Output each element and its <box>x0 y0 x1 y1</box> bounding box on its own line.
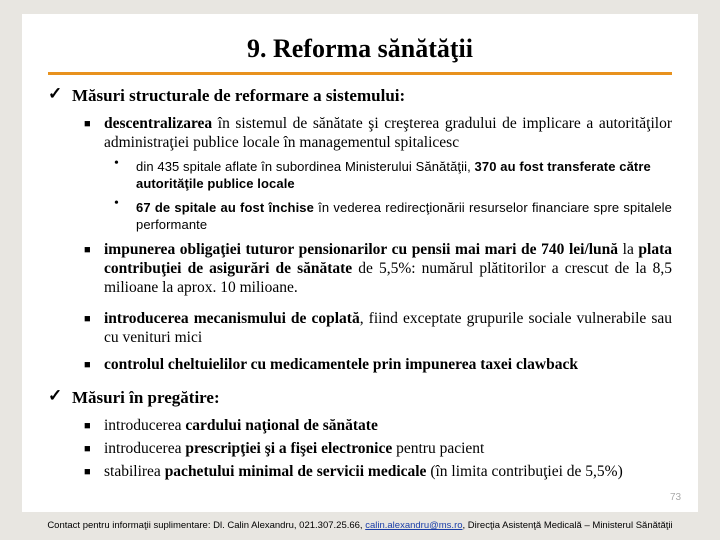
checkmark-icon: ✓ <box>48 386 63 405</box>
item-text: , fiind exceptate grupurile sociale vulnerabile sau cu venituri mici <box>104 310 672 346</box>
section1-item-clawback <box>104 355 672 374</box>
section2-item-eprescription <box>104 439 672 458</box>
section2-item-minimal-package <box>104 462 672 481</box>
section1-subitem-closures <box>136 199 672 233</box>
item-bold-text: controlul cheltuielilor cu medicamentele prin impunerea taxei clawback <box>104 356 578 373</box>
subitem-bold-text: 67 de spitale au fost închise <box>136 200 314 215</box>
section2-item-health-card <box>104 416 672 435</box>
item-bold-text: prescripţiei şi a fişei electronice <box>185 440 393 457</box>
footer-text: Contact pentru informaţii suplimentare: Dl. Calin Alexandru, 021.307.25.66, <box>47 520 366 531</box>
square-bullet-icon: ■ <box>84 244 91 256</box>
item-bold-text: introducerea mecanismului de coplată <box>104 310 360 327</box>
footer-text: , Direcţia Asistenţă Medicală – Ministerul Sănătăţii <box>462 520 673 531</box>
subitem-text: din 435 spitale aflate în subordinea Ministerului Sănătăţii, <box>136 159 475 174</box>
item-text: în sistemul de sănătate şi creşterea gradului de implicare a autorităţilor administraţiei publice locale în managementul spitalicesc <box>104 115 672 151</box>
footer-contact <box>0 520 720 531</box>
square-bullet-icon: ■ <box>84 466 91 478</box>
item-text: la <box>618 241 639 258</box>
square-bullet-icon: ■ <box>84 443 91 455</box>
item-bold-text: cardului naţional de sănătate <box>185 417 378 434</box>
section1-item-decentralization <box>104 114 672 152</box>
square-bullet-icon: ■ <box>84 420 91 432</box>
item-bold-text: impunerea obligaţiei tuturor pensionarilor cu pensii mai mari de 740 lei/lună <box>104 241 619 258</box>
square-bullet-icon: ■ <box>84 359 91 371</box>
item-bold-text: pachetului minimal de servicii medicale <box>164 463 427 480</box>
item-text: introducerea <box>104 417 186 434</box>
square-bullet-icon: ■ <box>84 118 91 130</box>
subitem-text: în vederea redirecţionării resurselor financiare spre spitalele performante <box>136 200 672 232</box>
section1-item-copayment <box>104 309 672 347</box>
section2-heading: Măsuri în pregătire: <box>72 388 220 407</box>
section1-subitem-transfers <box>136 158 672 192</box>
item-text: introducerea <box>104 440 186 457</box>
item-text: stabilirea <box>104 463 165 480</box>
item-text: (în limita contribuţiei de 5,5%) <box>426 463 623 480</box>
page-number: 73 <box>670 492 682 503</box>
email-link[interactable]: calin.alexandru@ms.ro <box>365 520 463 531</box>
section1-item-pensioners <box>104 240 672 297</box>
checkmark-icon: ✓ <box>48 84 63 103</box>
square-bullet-icon: ■ <box>84 313 91 325</box>
title-underline <box>48 72 672 75</box>
subitem-bold-text: 370 au fost transferate către autorităţile publice locale <box>136 159 651 191</box>
round-bullet-icon: • <box>114 156 119 171</box>
round-bullet-icon: • <box>114 196 119 211</box>
section1-heading: Măsuri structurale de reformare a sistemului: <box>72 86 406 105</box>
item-bold-text: plata contribuţiei de asigurări de sănătate <box>104 241 672 277</box>
item-text: de 5,5%: numărul plătitorilor a crescut de la 8,5 milioane la aprox. 10 milioane. <box>104 260 672 296</box>
item-text: pentru pacient <box>392 440 485 457</box>
slide-title: 9. Reforma sănătăţii <box>246 34 473 63</box>
item-bold-text: descentralizarea <box>104 115 213 132</box>
